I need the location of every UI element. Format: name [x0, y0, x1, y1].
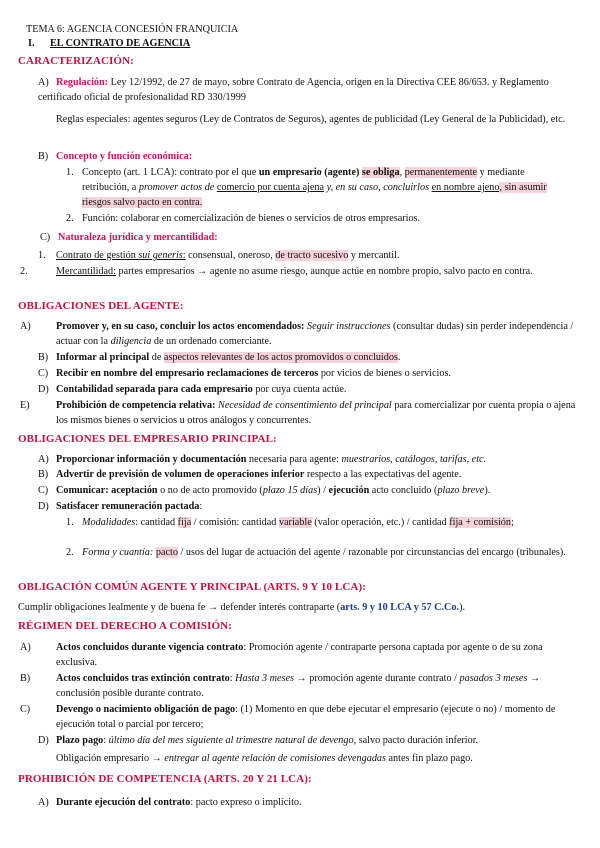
caract-a-reglas: Reglas especiales: agentes seguros (Ley de Contratos de Seguros), agentes de publicidad (Ley General de la Publicidad), etc.	[56, 114, 566, 125]
agente-b: B) Informar al principal de aspectos relevantes de los actos promovidos o concluidos.	[38, 352, 401, 363]
heading-prohibicion: PROHIBICIÓN DE COMPETENCIA (ARTS. 20 Y 21 LCA):	[18, 773, 312, 785]
emp-d: D) Satisfacer remuneración pactada:	[38, 501, 203, 512]
comision-e: Obligación empresario → entregar al agente relación de comisiones devengadas antes fin plazo pago.	[56, 753, 473, 764]
emp-a: A) Proporcionar información y documentación necesaria para agente: muestrarios, catálogos, tarifas, etc.	[38, 454, 487, 465]
heading-caracterizacion: CARACTERIZACIÓN:	[18, 55, 134, 67]
caract-c: C) Naturaleza jurídica y mercantilidad:	[40, 232, 218, 243]
emp-d2: 2. Forma y cuantía: pacto / usos del lugar de actuación del agente / razonable por circunstancias del encargo (tribunales).	[66, 547, 566, 558]
emp-b: B) Advertir de previsión de volumen de operaciones inferior respecto a las expectativas del agente.	[38, 469, 462, 480]
emp-d1: 1. Modalidades: cantidad fija / comisión: cantidad variable (valor operación, etc.) / cantidad fija + comisión;	[66, 517, 514, 528]
emp-c: C) Comunicar: aceptación o no de acto promovido (plazo 15 días) / ejecución acto concluido (plazo breve).	[38, 485, 491, 496]
agente-e: E) Prohibición de competencia relativa: Necesidad de consentimiento del principal para comercializar por cuenta propia o ajena los mismos bienes o servicios u otros análogos y concurrentes.	[20, 400, 576, 426]
comision-a: A) Actos concluidos durante vigencia contrato: Promoción agente / contraparte persona captada por agente o de su zona exclusiva.	[20, 642, 543, 668]
agente-d: D) Contabilidad separada para cada empresario por cuya cuenta actúe.	[38, 384, 347, 395]
caract-c2: 2. Mercantilidad: partes empresarios → agente no asume riesgo, aunque actúe en nombre propio, salvo pacto en contra.	[20, 266, 533, 277]
heading-oblig-comun: OBLIGACIÓN COMÚN AGENTE Y PRINCIPAL (ARTS. 9 Y 10 LCA):	[18, 581, 366, 593]
caract-b: B) Concepto y función económica:	[38, 151, 193, 162]
caract-a: A) Regulación: Ley 12/1992, de 27 de mayo, sobre Contrato de Agencia, origen en la Directiva CEE 86/653. y Reglamento certificado oficial de profesionalidad RD 330/1999	[38, 77, 549, 103]
caract-b2: 2. Función: colaborar en comercialización de bienes o servicios de otros empresarios.	[66, 213, 421, 224]
comision-c: C) Devengo o nacimiento obligación de pago: (1) Momento en que debe ejecutar el empresario (ejecute o no) / momento de ejecución total o parcial por tercero;	[20, 704, 556, 730]
caract-c1: 1. Contrato de gestión sui generis: consensual, oneroso, de tracto sucesivo y mercantil.	[38, 250, 400, 261]
comision-b: B) Actos concluidos tras extinción contrato: Hasta 3 meses → promoción agente durante contrato / pasados 3 meses → conclusión posible durante contrato.	[20, 673, 541, 699]
prohib-a: A) Durante ejecución del contrato: pacto expreso o implícito.	[38, 797, 302, 808]
section-heading-i: I. EL CONTRATO DE AGENCIA	[28, 38, 191, 49]
caract-b1: 1. Concepto (art. 1 LCA): contrato por el que un empresario (agente) se obliga, permanentemente y mediante retribución, a promover actos de comercio por cuenta ajena y, en su caso, concluirlos en nombre ajeno, sin asumir riesgos salvo pacto en contra.	[66, 167, 547, 208]
comision-d: D) Plazo pago: último día del mes siguiente al trimestre natural de devengo, salvo pacto duración inferior.	[38, 735, 479, 746]
agente-a: A) Promover y, en su caso, concluir los actos encomendados: Seguir instrucciones (consultar dudas) sin perder independencia / actuar con la diligencia de un ordenado comerciante.	[20, 321, 574, 347]
heading-oblig-agente: OBLIGACIONES DEL AGENTE:	[18, 300, 184, 312]
heading-oblig-empresario: OBLIGACIONES DEL EMPRESARIO PRINCIPAL:	[18, 433, 277, 445]
comun-text: Cumplir obligaciones lealmente y de buena fe → defender interés contraparte (arts. 9 y 10 LCA y 57 C.Co.).	[18, 602, 466, 613]
heading-comision: RÉGIMEN DEL DERECHO A COMISIÓN:	[18, 620, 232, 632]
agente-c: C) Recibir en nombre del empresario reclamaciones de terceros por vicios de bienes o servicios.	[38, 368, 451, 379]
doc-title: TEMA 6: AGENCIA CONCESIÓN FRANQUICIA	[26, 24, 239, 35]
